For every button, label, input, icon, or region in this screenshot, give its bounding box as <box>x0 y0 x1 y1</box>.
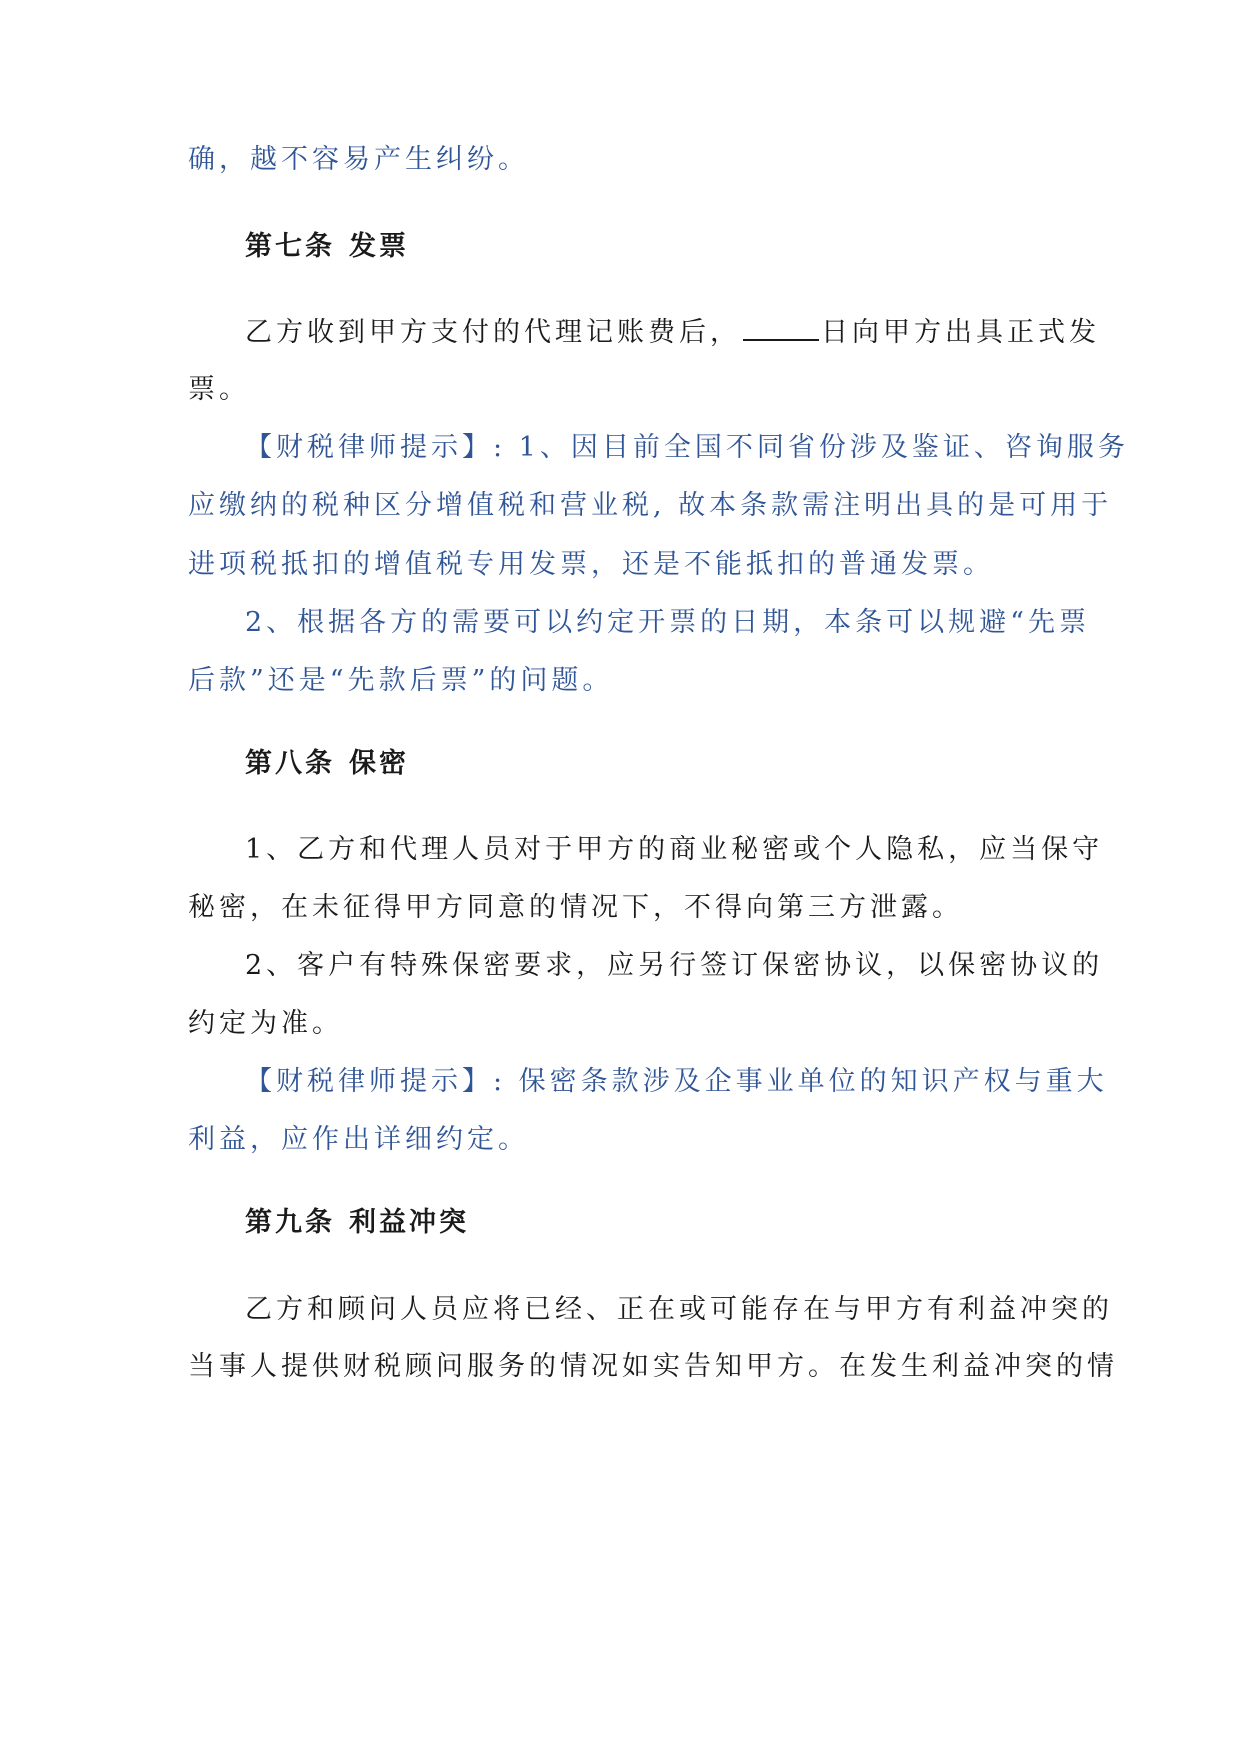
article-number: 第九条 <box>245 1207 335 1238</box>
text-segment: 乙方收到甲方支付的代理记账费后， <box>245 317 741 348</box>
fill-in-blank <box>743 313 819 341</box>
paragraph-line: 票。 <box>188 374 250 405</box>
paragraph-line: 乙方和顾问人员应将已经、正在或可能存在与甲方有利益冲突的 <box>245 1294 1113 1325</box>
paragraph-line: 约定为准。 <box>188 1008 343 1039</box>
paragraph-line: 2、客户有特殊保密要求，应另行签订保密协议，以保密协议的 <box>245 950 1104 981</box>
paragraph-line: 确，越不容易产生纠纷。 <box>188 144 529 175</box>
article-title: 利益冲突 <box>349 1207 469 1238</box>
article-title: 发票 <box>349 231 409 262</box>
text-segment: 日向甲方出具正式发 <box>821 317 1100 348</box>
tip-line: 利益，应作出详细约定。 <box>188 1124 529 1155</box>
paragraph-line: 当事人提供财税顾问服务的情况如实告知甲方。在发生利益冲突的情 <box>188 1351 1118 1382</box>
tip-line: 【财税律师提示】: 1、因目前全国不同省份涉及鉴证、咨询服务 <box>245 432 1129 463</box>
tip-line: 应缴纳的税种区分增值税和营业税, 故本条款需注明出具的是可用于 <box>188 490 1113 521</box>
paragraph-line <box>245 313 1100 353</box>
article-9-heading <box>245 1203 1058 1243</box>
article-number: 第八条 <box>245 748 335 779</box>
tip-line: 2、根据各方的需要可以约定开票的日期，本条可以规避“先票 <box>245 607 1090 638</box>
article-title: 保密 <box>349 748 409 779</box>
article-8-heading <box>245 744 1058 784</box>
paragraph-line: 秘密，在未征得甲方同意的情况下，不得向第三方泄露。 <box>188 892 963 923</box>
paragraph-line: 1、乙方和代理人员对于甲方的商业秘密或个人隐私，应当保守 <box>245 834 1104 865</box>
tip-line: 后款”还是“先款后票”的问题。 <box>188 665 614 696</box>
tip-line: 【财税律师提示】: 保密条款涉及企事业单位的知识产权与重大 <box>245 1066 1108 1097</box>
article-7-heading <box>245 227 1058 267</box>
article-number: 第七条 <box>245 231 335 262</box>
tip-line: 进项税抵扣的增值税专用发票，还是不能抵扣的普通发票。 <box>188 549 994 580</box>
